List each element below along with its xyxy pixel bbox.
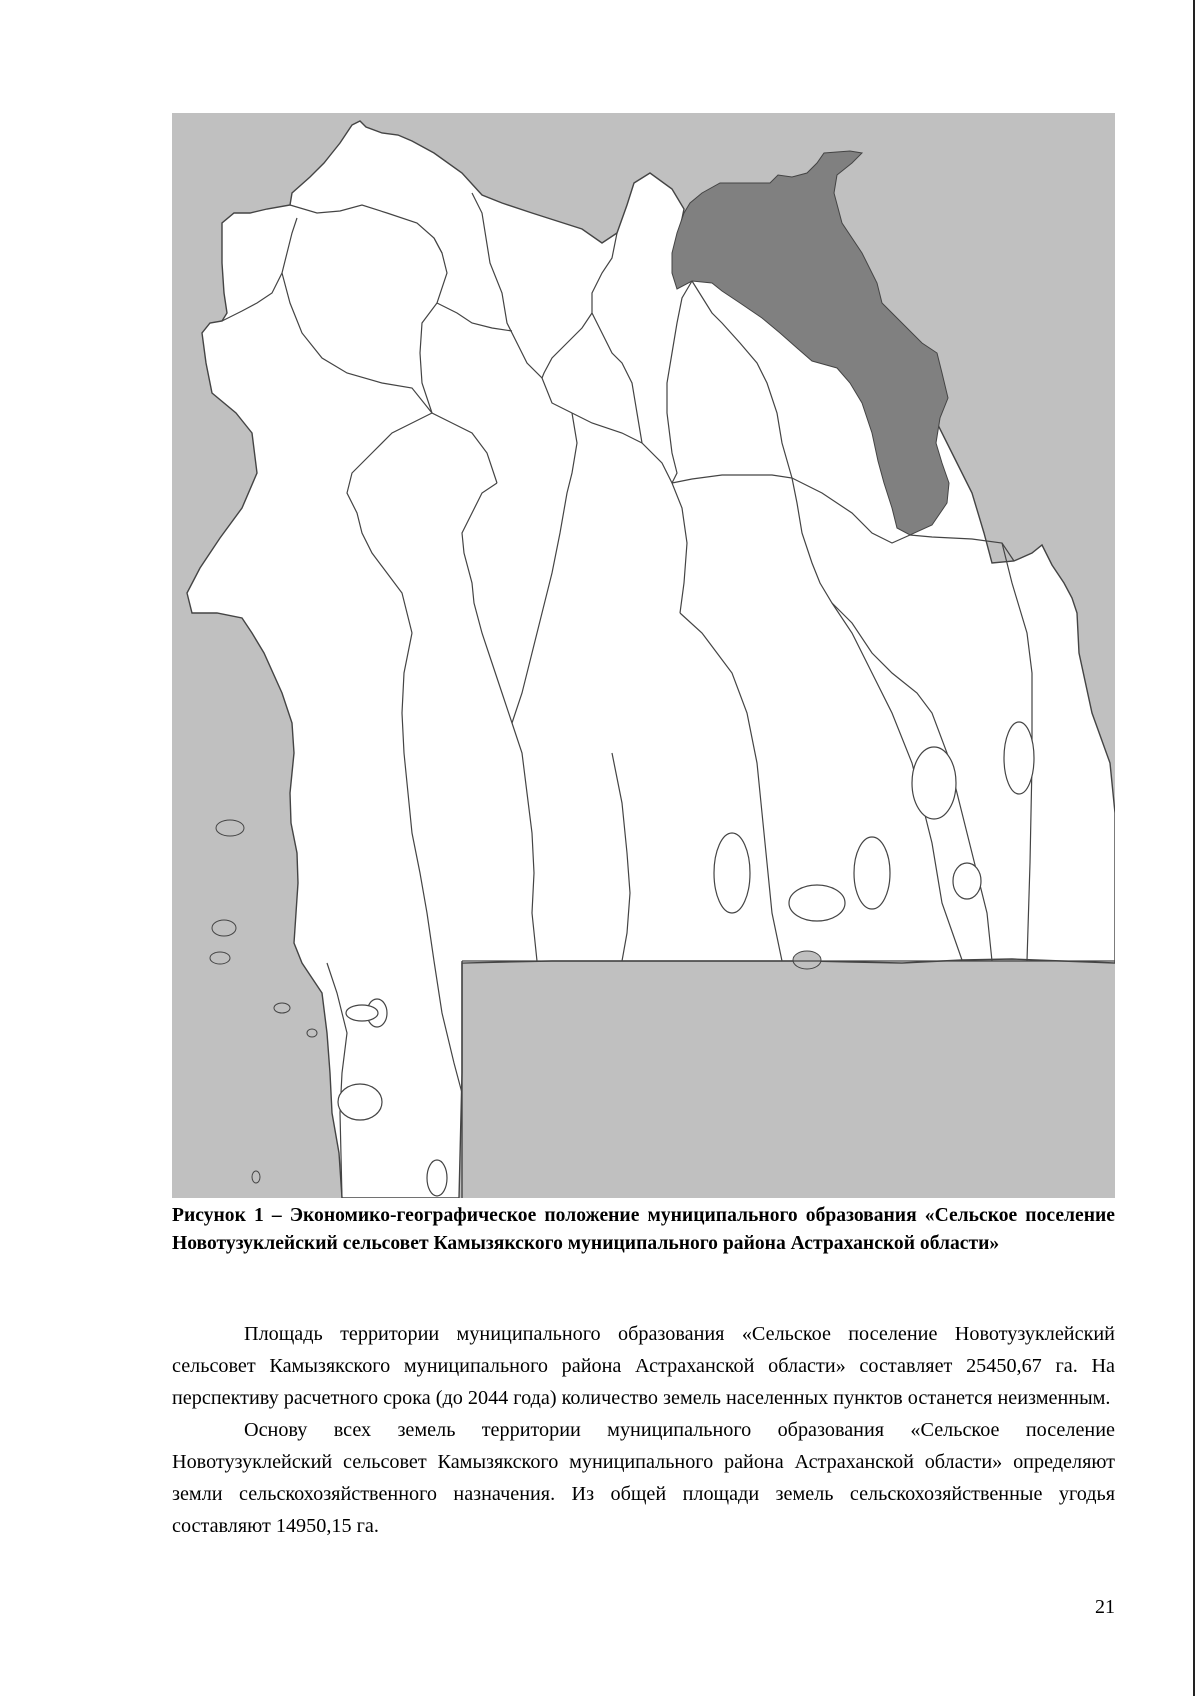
map-lake xyxy=(252,1171,260,1183)
figure-caption: Рисунок 1 – Экономико-географическое положение муниципального образования «Сельское поселение Новотузуклейский сельсовет Камызякского муниципального района Астраханской области» xyxy=(172,1205,1115,1254)
map-pond xyxy=(427,1160,447,1196)
map-lake xyxy=(793,951,821,969)
map-lake xyxy=(212,920,236,936)
map-pond xyxy=(789,885,845,921)
map-pond xyxy=(338,1084,382,1120)
map-pond xyxy=(1004,722,1034,794)
paragraph-agricultural-land: Основу всех земель территории муниципального образования «Сельское поселение Новотузуклейский сельсовет Камызякского муниципального района Астраханской области» определяют земли сельскохозяйственного назначения. Из общей площади земель сельскохозяйственные угодья составляют 14950,15 га. xyxy=(172,1419,1115,1537)
district-map xyxy=(172,113,1115,1198)
page-edge-line xyxy=(1193,0,1195,1696)
body-text xyxy=(172,1318,1115,1542)
map-pond xyxy=(854,837,890,909)
map-pond xyxy=(912,747,956,819)
map-lake xyxy=(216,820,244,836)
map-lake xyxy=(307,1029,317,1037)
map-lake xyxy=(210,952,230,964)
map-lake xyxy=(274,1003,290,1013)
district-map-svg xyxy=(172,113,1115,1198)
map-pond xyxy=(953,863,981,899)
map-pond xyxy=(714,833,750,913)
page-number: 21 xyxy=(1095,1596,1115,1618)
paragraph-area: Площадь территории муниципального образования «Сельское поселение Новотузуклейский сельсовет Камызякского муниципального района Астраханской области» составляет 25450,67 га. На перспективу расчетного срока (до 2044 года) количество земель населенных пунктов останется неизменным. xyxy=(172,1323,1115,1409)
map-pond xyxy=(346,1005,378,1021)
